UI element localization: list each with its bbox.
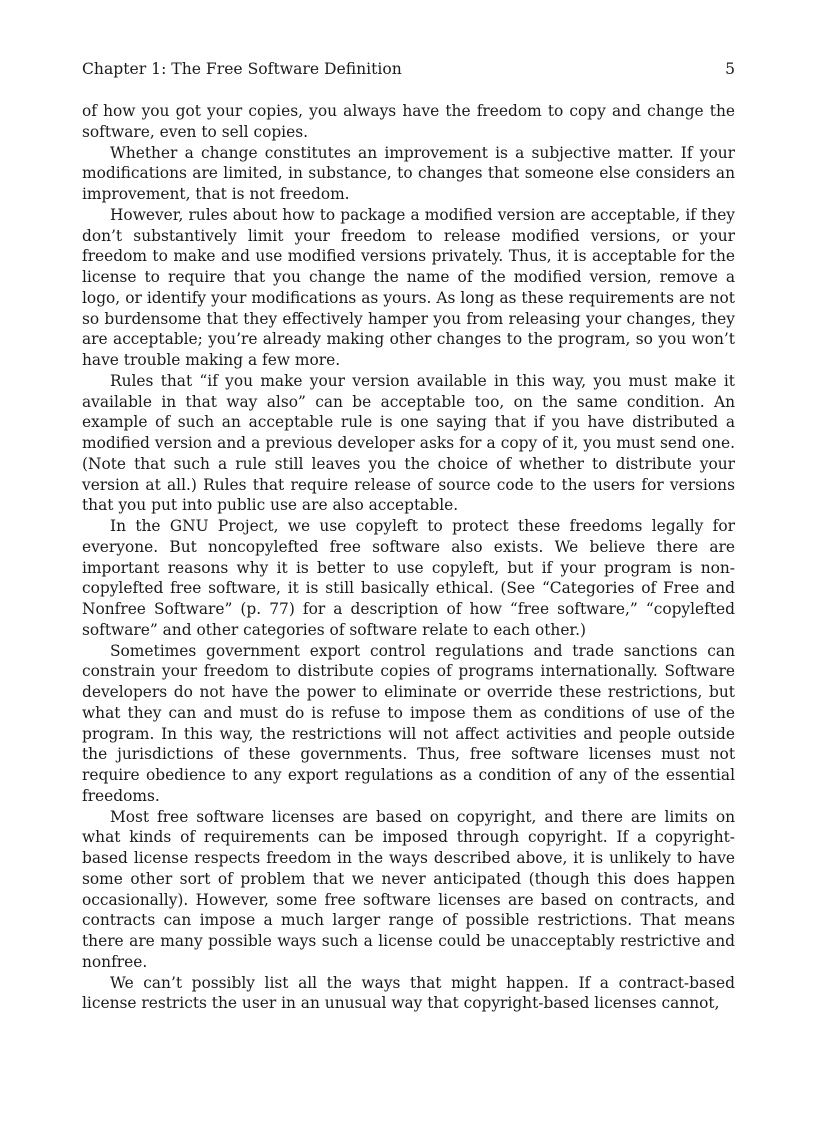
paragraph-continued: of how you got your copies, you always have the freedom to copy and change the software, even to sell copies.	[82, 102, 735, 141]
paragraph-packaging-rules: However, rules about how to package a modified version are acceptable, if they don’t substantively limit your freedom to release modified versions, or your freedom to make and use modified versions privately. Thus, it is acceptable for the license to require that you change the name of the modified version, remove a logo, or identify your modifications as yours. As long as these requirements are not so burdensome that they effectively hamper you from releasing your changes, they are acceptable; you’re already making other changes to the program, so you won’t have trouble making a few more.	[82, 205, 735, 369]
paragraph-improvement: Whether a change constitutes an improvement is a subjective matter. If your modifications are limited, in substance, to changes that someone else considers an improvement, that is not freedom.	[82, 143, 735, 203]
body-text	[82, 101, 735, 1014]
chapter-title: Chapter 1: The Free Software Definition	[82, 60, 402, 78]
paragraph-copyright-licenses: Most free software licenses are based on copyright, and there are limits on what kinds of requirements can be imposed through copyright. If a copyright-based license respects freedom in the ways described above, it is unlikely to have some other sort of problem that we never anticipated (though this does happen occasionally). However, some free software licenses are based on contracts, and contracts can impose a much larger range of possible restrictions. That means there are many possible ways such a license could be unacceptably restrictive and nonfree.	[82, 807, 735, 971]
paragraph-availability-rules: Rules that “if you make your version available in this way, you must make it available in that way also” can be acceptable too, on the same condition. An example of such an acceptable rule is one saying that if you have distributed a modified version and a previous developer asks for a copy of it, you must send one. (Note that such a rule still leaves you the choice of whether to distribute your version at all.) Rules that require release of source code to the users for versions that you put into public use are also acceptable.	[82, 371, 735, 515]
paragraph-copyleft: In the GNU Project, we use copyleft to protect these freedoms legally for everyone. But noncopylefted free software also exists. We believe there are important reasons why it is better to use copyleft, but if your program is non-copylefted free software, it is still basically ethical. (See “Categories of Free and Nonfree Software” (p. 77) for a description of how “free software,” “copylefted software” and other categories of software relate to each other.)	[82, 517, 735, 639]
page-number: 5	[725, 60, 735, 78]
paragraph-contract-licenses: We can’t possibly list all the ways that might happen. If a contract-based license restricts the user in an unusual way that copyright-based licenses cannot,	[82, 973, 735, 1013]
book-page	[82, 58, 735, 1014]
running-head	[82, 58, 735, 80]
paragraph-export-control: Sometimes government export control regulations and trade sanctions can constrain your freedom to distribute copies of programs internationally. Software developers do not have the power to eliminate or override these restrictions, but what they can and must do is refuse to impose them as conditions of use of the program. In this way, the restrictions will not affect activities and people outside the jurisdictions of these governments. Thus, free software licenses must not require obedience to any export regulations as a condition of any of the essential freedoms.	[82, 641, 735, 805]
